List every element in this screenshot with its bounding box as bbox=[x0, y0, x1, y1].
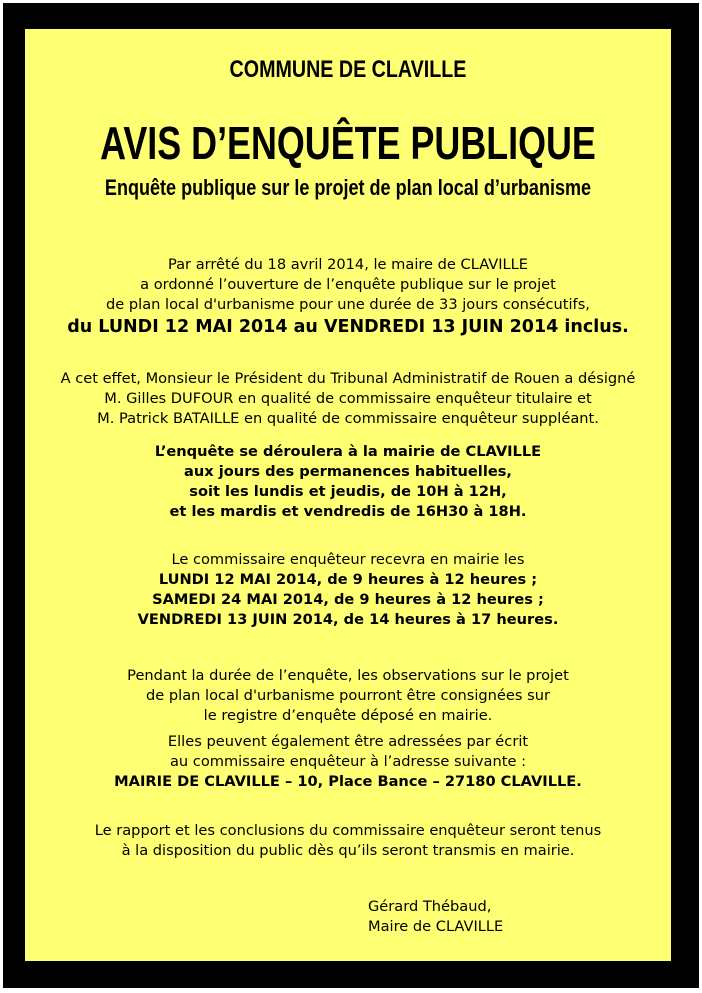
designation-paragraph bbox=[25, 369, 671, 429]
notice-subtitle: Enquête publique sur le projet de plan local d’urbanisme bbox=[104, 175, 592, 200]
mayor-name: Gérard Thébaud, bbox=[368, 898, 492, 915]
lieu-line-4: et les mardis et vendredis de 16H30 à 18H. bbox=[169, 503, 527, 520]
observations-paragraph bbox=[25, 666, 671, 726]
permanence-date-1: LUNDI 12 MAI 2014, de 9 heures à 12 heures ; bbox=[158, 571, 538, 588]
permanences-intro: Le commissaire enquêteur recevra en mairie les bbox=[171, 551, 525, 568]
signature-block bbox=[368, 897, 503, 937]
arrete-line-1: Par arrêté du 18 avril 2014, le maire de CLAVILLE bbox=[167, 256, 529, 273]
permanence-date-2: SAMEDI 24 MAI 2014, de 9 heures à 12 heures ; bbox=[152, 591, 544, 608]
observations-line-2: de plan local d'urbanisme pourront être consignées sur bbox=[146, 687, 550, 704]
courrier-line-2: au commissaire enquêteur à l’adresse suivante : bbox=[169, 753, 527, 770]
public-notice-poster bbox=[23, 27, 673, 963]
observations-line-1: Pendant la durée de l’enquête, les observations sur le projet bbox=[127, 667, 569, 684]
courrier-paragraph bbox=[25, 732, 671, 792]
observations-line-3: le registre d’enquête déposé en mairie. bbox=[203, 707, 493, 724]
commune-name: COMMUNE DE CLAVILLE bbox=[229, 56, 467, 83]
courrier-line-1: Elles peuvent également être adressées par écrit bbox=[167, 733, 529, 750]
lieu-line-3: soit les lundis et jeudis, de 10H à 12H, bbox=[189, 483, 507, 500]
arrete-line-2: a ordonné l’ouverture de l’enquête publique sur le projet bbox=[140, 276, 556, 293]
designation-line-1: A cet effet, Monsieur le Président du Tribunal Administratif de Rouen a désigné bbox=[60, 370, 636, 387]
mairie-address: MAIRIE DE CLAVILLE – 10, Place Bance – 27180 CLAVILLE. bbox=[114, 773, 582, 790]
lieu-line-1: L’enquête se déroulera à la mairie de CLAVILLE bbox=[154, 443, 542, 460]
permanence-date-3: VENDREDI 13 JUIN 2014, de 14 heures à 17 heures. bbox=[137, 611, 559, 628]
arrete-paragraph bbox=[25, 255, 671, 339]
arrete-line-3: de plan local d'urbanisme pour une durée de 33 jours consécutifs, bbox=[106, 296, 590, 313]
permanences-paragraph bbox=[25, 550, 671, 630]
designation-line-2: M. Gilles DUFOUR en qualité de commissaire enquêteur titulaire et bbox=[104, 390, 592, 407]
mayor-role: Maire de CLAVILLE bbox=[368, 918, 504, 935]
notice-title: AVIS D’ENQUÊTE PUBLIQUE bbox=[100, 117, 596, 169]
designation-line-3: M. Patrick BATAILLE en qualité de commissaire enquêteur suppléant. bbox=[97, 410, 599, 427]
rapport-line-1: Le rapport et les conclusions du commissaire enquêteur seront tenus bbox=[94, 822, 602, 839]
rapport-paragraph bbox=[25, 821, 671, 861]
lieu-paragraph bbox=[25, 442, 671, 522]
rapport-line-2: à la disposition du public dès qu’ils seront transmis en mairie. bbox=[121, 842, 575, 859]
enquete-period: du LUNDI 12 MAI 2014 au VENDREDI 13 JUIN 2014 inclus. bbox=[67, 317, 629, 337]
lieu-line-2: aux jours des permanences habituelles, bbox=[184, 463, 512, 480]
